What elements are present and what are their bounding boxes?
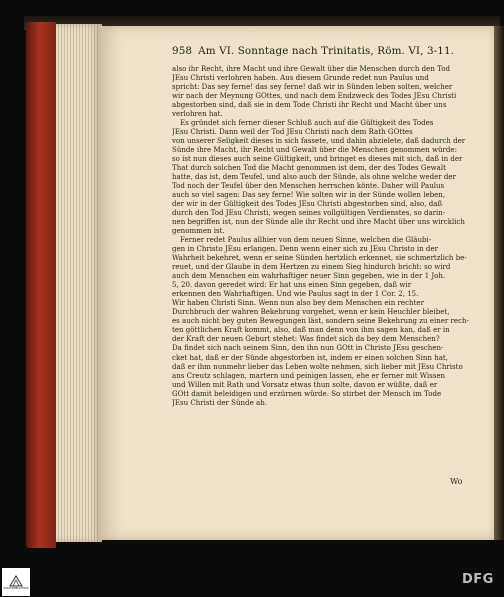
text-line: durch den Tod JEsu Christi, wegen seines vollgültigen Verdienstes, so darin- bbox=[172, 208, 446, 218]
page-body-text bbox=[172, 64, 486, 407]
text-line: hatte, das ist, dem Teufel, und also auch der Sünde, als ohne welche weder der bbox=[172, 172, 456, 182]
text-line: der Kraft der neuen Geburt stehet: Was findet sich da bey dem Menschen? bbox=[172, 334, 440, 344]
text-line: Da findet sich nach seinem Sinn, den ihn nun GOtt in Christo JEsu geschen- bbox=[172, 343, 444, 353]
text-line: von unserer Seligkeit dieses in sich fassete, und dahin abzielete, daß dadurch der bbox=[172, 136, 466, 146]
text-line: und Willen mit Rath und Vorsatz etwas thun solte, davon er wüßte, daß er bbox=[172, 379, 438, 389]
text-line: JEsu Christi verlohren haben. Aus diesem Grunde redet nun Paulus und bbox=[172, 73, 429, 83]
text-line: Wir haben Christi Sinn. Wenn nun also bey dem Menschen ein rechter bbox=[172, 298, 424, 308]
page-gutter-shadow bbox=[494, 26, 504, 540]
text-line: wir nach der Meynung GOttes, und nach dem Endzweck des Todes JEsu Christi bbox=[172, 91, 457, 101]
text-line: auch dem Menschen ein wahrhaftiger neuer Sinn gegeben, wie in der 1 Joh. bbox=[172, 271, 446, 281]
text-line: ten göttlichen Kraft kommt, also, daß man denn von ihm sagen kan, daß er in bbox=[172, 325, 450, 335]
text-line: auch so viel sagen: Das sey ferne! Wie solten wir in der Sünde wollen leben, bbox=[172, 190, 446, 200]
text-line: JEsu Christi. Dann weil der Tod JEsu Christi nach dem Rath GOttes bbox=[172, 127, 413, 137]
text-line: genommen ist. bbox=[172, 226, 225, 236]
library-logo-icon bbox=[9, 575, 23, 587]
text-line: also ihr Recht, ihre Macht und ihre Gewalt über die Menschen durch den Tod bbox=[172, 64, 451, 73]
text-line: der wir in der Gültigkeit des Todes JEsu Christi abgestorben sind, also, daß bbox=[172, 199, 443, 209]
text-line: Ferner redet Paulus allhier von dem neuen Sinne, welchen die Gläubi- bbox=[180, 235, 432, 245]
text-line: Durchbruch der wahren Bekehrung vorgehet, wenn er kein Heuchler bleibet, bbox=[172, 307, 450, 317]
text-line: reuet, und der Glaube in dem Hertzen zu einem Sieg hindurch bricht: so wird bbox=[172, 262, 451, 272]
text-line: daß er ihm nunmehr lieber das Leben wolte nehmen, sich lieber mit JEsu Christo bbox=[172, 361, 463, 371]
page-number: 958 bbox=[172, 45, 193, 57]
text-line: Tod noch der Teufel über den Menschen herrschen könte. Daher will Paulus bbox=[172, 181, 445, 191]
page-edges bbox=[56, 24, 102, 542]
text-line: Wahrheit bekehret, wenn er seine Sünden hertzlich erkennet, sie schmertzlich be- bbox=[172, 253, 467, 263]
text-line: es auch nicht bey guten Bewegungen läst, sondern seine Bekehrung zu einer rech- bbox=[172, 316, 469, 326]
text-line: spricht: Das sey ferne! das sey ferne! daß wir in Sünden leben solten, welcher bbox=[172, 82, 453, 92]
text-line: ans Creutz schlagen, martern und peinigen lassen, ehe er ferner mit Wissen bbox=[172, 370, 446, 380]
text-line: so ist nun dieses auch seine Gültigkeit, und bringet es dieses mit sich, daß in der bbox=[172, 154, 463, 164]
text-line: That durch solchen Tod die Macht genommen ist dem, der des Todes Gewalt bbox=[172, 163, 446, 173]
running-title: Am VI. Sonntage nach Trinitatis, Röm. VI, 3-11. bbox=[198, 45, 455, 57]
text-line: GOtt damit beleidigen und erzürnen würde. So stirbet der Mensch im Tode bbox=[172, 388, 442, 398]
catchword: Wo bbox=[450, 477, 463, 486]
library-logo-text: STAATSBIBLIOTHEK bbox=[3, 586, 29, 590]
dfg-logo[interactable]: DFG bbox=[462, 572, 494, 587]
text-line: erkennen den Wahrhaftigen. Und wie Paulus sagt in der 1 Cor. 2, 15. bbox=[172, 289, 419, 299]
text-line: Sünde ihre Macht, ihr Recht und Gewalt über die Menschen genommen würde: bbox=[172, 145, 457, 155]
viewer-footer bbox=[0, 565, 504, 597]
page-header bbox=[172, 45, 488, 57]
text-line: JEsu Christi der Sünde ab. bbox=[172, 397, 267, 407]
library-logo[interactable] bbox=[2, 568, 30, 596]
text-line: gen in Christo JEsu erlangen. Denn wenn einer sich zu JEsu Christo in der bbox=[172, 244, 438, 254]
text-line: 5, 20. davon geredet wird: Er hat uns einen Sinn gegeben, daß wir bbox=[172, 280, 412, 290]
text-line: abgestorben sind, daß sie in dem Tode Christi ihr Recht und Macht über uns bbox=[172, 100, 447, 110]
text-line: Es gründet sich ferner dieser Schluß auch auf die Gültigkeit des Todes bbox=[180, 118, 434, 128]
text-line: verlohren hat. bbox=[172, 109, 223, 119]
text-line: nen begriffen ist, nun der Sünde alle ihr Recht und ihre Macht über uns wircklich bbox=[172, 217, 465, 227]
text-line: cket hat, daß er der Sünde abgestorben ist, indem er einen solchen Sinn hat, bbox=[172, 352, 449, 362]
book-cover bbox=[26, 22, 56, 548]
